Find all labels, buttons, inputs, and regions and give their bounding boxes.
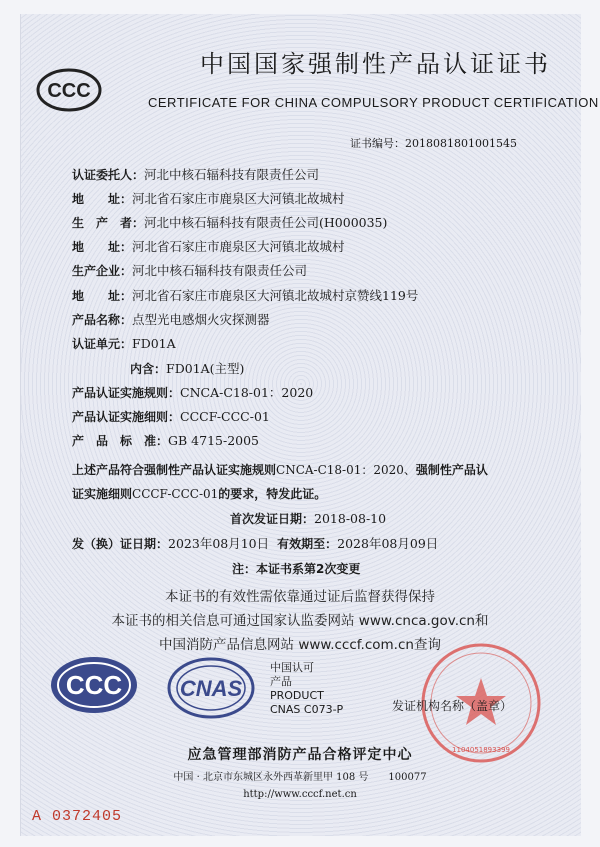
cnas-accreditation-text: 中国认可 产品 PRODUCT CNAS C073-P	[270, 661, 344, 716]
field-contents: 内含：FD01A(主型)	[130, 361, 245, 376]
field-factory: 生产企业：河北中核石辐科技有限责任公司	[72, 263, 308, 278]
field-address2: 地 址：河北省石家庄市鹿泉区大河镇北故城村	[72, 239, 345, 254]
first-issue-date: 首次发证日期：2018-08-10	[230, 511, 387, 526]
svg-text:CNAS: CNAS	[179, 676, 243, 701]
certificate-number: 证书编号：2018081801001545	[350, 137, 517, 150]
field-address3: 地 址：河北省石家庄市鹿泉区大河镇北故城村京赞线119号	[72, 288, 419, 303]
field-details: 产品认证实施细则：CCCF-CCC-01	[72, 409, 270, 424]
field-standard: 产 品 标 准：GB 4715-2005	[72, 433, 260, 448]
organization-address: 中国 · 北京市东城区永外西革新里甲 108 号 100077	[173, 772, 427, 783]
statement-line1: 上述产品符合强制性产品认证实施规则CNCA-C18-01：2020、强制性产品认	[72, 463, 488, 477]
field-manufacturer: 生 产 者：河北中核石辐科技有限责任公司(H000035)	[72, 215, 388, 230]
svg-text:CCC: CCC	[65, 670, 123, 700]
field-product: 产品名称：点型光电感烟火灾探测器	[72, 312, 270, 327]
ccc-logo-small	[36, 68, 102, 112]
title-chinese: 中国国家强制性产品认证证书	[200, 50, 551, 78]
issuing-authority-label: 发证机构名称（盖章）	[392, 699, 513, 713]
cnas-logo	[166, 656, 256, 720]
field-rules: 产品认证实施规则：CNCA-C18-01：2020	[72, 385, 314, 400]
svg-text:1104051893399: 1104051893399	[452, 746, 510, 754]
issue-dates: 发（换）证日期：2023年08月10日 有效期至：2028年08月09日	[72, 536, 439, 551]
statement-line2: 证实施细则CCCF-CCC-01的要求，特发此证。	[72, 487, 327, 501]
svg-text:CCC: CCC	[47, 80, 91, 102]
info-line1: 本证书的有效性需依靠通过证后监督获得保持	[165, 589, 435, 605]
field-applicant: 认证委托人：河北中核石辐科技有限责任公司	[72, 167, 320, 182]
title-english: CERTIFICATE FOR CHINA COMPULSORY PRODUCT CERTIFICATION	[148, 95, 599, 110]
ccc-logo	[48, 654, 140, 716]
field-unit: 认证单元：FD01A	[72, 336, 176, 351]
issuing-organization: 应急管理部消防产品合格评定中心	[187, 747, 413, 763]
change-note: 注：本证书系第2次变更	[232, 562, 361, 576]
serial-number: A 0372405	[32, 808, 123, 825]
organization-website: http://www.cccf.net.cn	[243, 789, 357, 800]
info-line2: 本证书的相关信息可通过国家认监委网站 www.cnca.gov.cn和	[111, 613, 489, 629]
info-line3: 中国消防产品信息网站 www.cccf.com.cn查询	[159, 637, 441, 653]
field-address1: 地 址：河北省石家庄市鹿泉区大河镇北故城村	[72, 191, 345, 206]
